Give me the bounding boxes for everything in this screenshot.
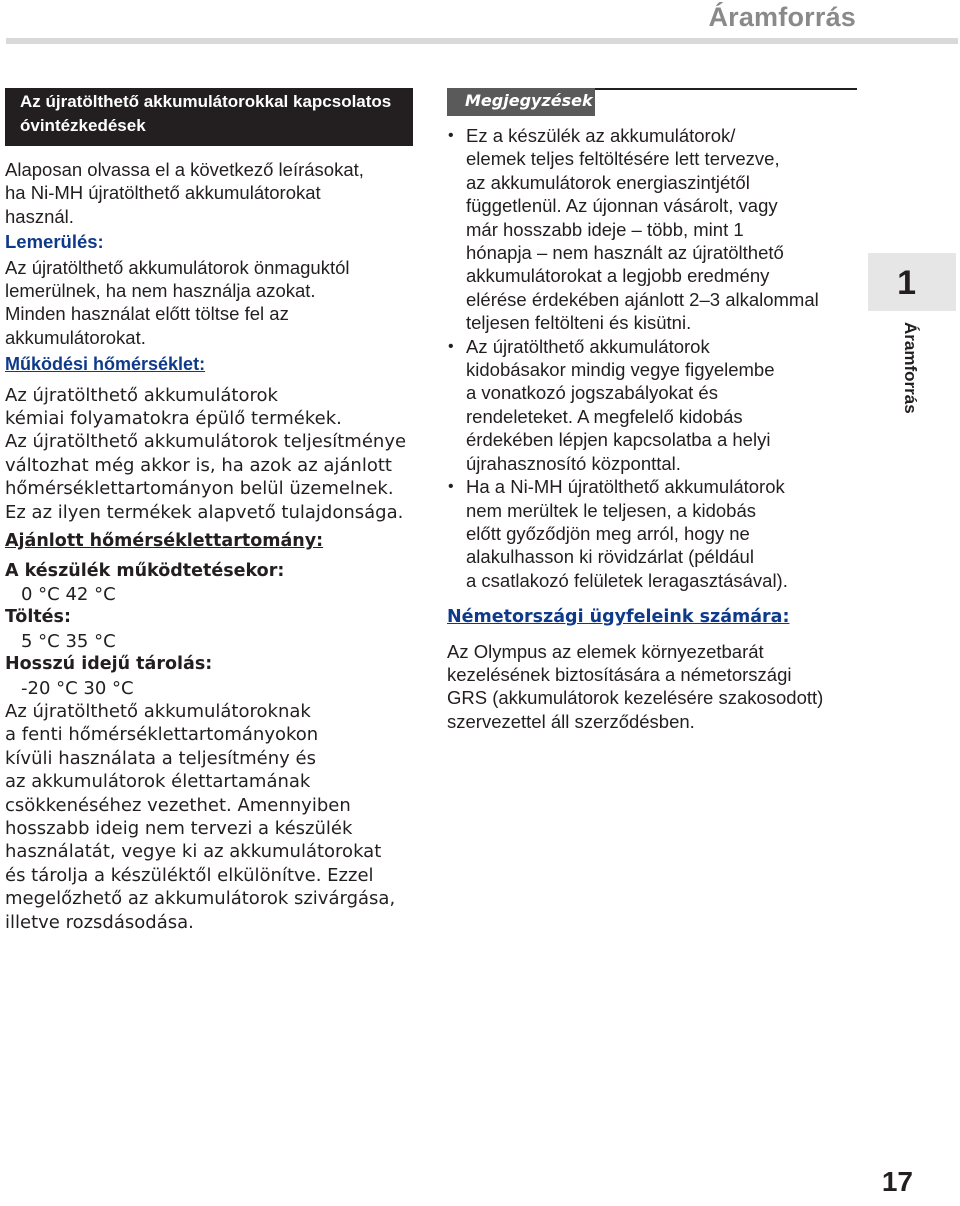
text-line: • Az újratölthető akkumulátorok: [466, 335, 710, 357]
text-line: függetlenül. Az újonnan vásárolt, vagy: [466, 195, 778, 217]
notes-label: Megjegyzések: [447, 88, 595, 116]
text-line: szervezettel áll szerződésben.: [447, 710, 695, 732]
text-line: kémiai folyamatokra épülő termékek.: [5, 408, 342, 430]
text-line: kezelésének biztosítására a németországi: [447, 663, 792, 685]
text-line: Az újratölthető akkumulátorok önmaguktól: [5, 256, 350, 278]
text-line: újrahasznosító központtal.: [466, 452, 681, 474]
text-line: alakulhasson ki rövidzárlat (például: [466, 546, 754, 568]
text-line: használatát, vegye ki az akkumulátorokat: [5, 841, 382, 863]
text-line: Az újratölthető akkumulátoroknak: [5, 700, 311, 722]
operation-value: 0 °C 42 °C: [21, 583, 116, 605]
intro-line: használ.: [5, 205, 74, 227]
intro-paragraph: [5, 158, 413, 228]
text-line: elemek teljes feltöltésére lett tervezve,: [466, 148, 780, 170]
intro-line: Alaposan olvassa el a következő leírásokat,: [5, 159, 364, 180]
text-line: Az újratölthető akkumulátorok: [5, 384, 278, 406]
text-line: Minden használat előtt töltse fel az: [5, 303, 289, 325]
charging-label: Töltés:: [5, 607, 71, 628]
germany-paragraph: [447, 640, 857, 734]
text-line: kívüli használata a teljesítmény és: [5, 747, 316, 769]
text-line: és tárolja a készüléktől elkülönítve. Ezzel: [5, 864, 374, 886]
germany-heading: Németországi ügyfeleink számára:: [447, 607, 790, 628]
text-line: a csatlakozó felületek leragasztásával).: [466, 569, 788, 591]
section-title-line-2: óvintézkedések: [20, 116, 146, 135]
text-line: az akkumulátorok energiaszintjétől: [466, 171, 750, 193]
text-line: már hosszabb ideje – több, mint 1: [466, 218, 744, 240]
temperature-paragraph: [5, 384, 413, 524]
text-line: változhat még akkor is, ha azok az ajánlott: [5, 454, 392, 476]
text-line: a vonatkozó jogszabályokat és: [466, 382, 718, 404]
text-line: rendeleteket. A megfelelő kidobás: [466, 405, 743, 427]
text-line: hőmérséklettartományon belül üzemelnek.: [5, 478, 394, 500]
text-line: GRS (akkumulátorok kezelésére szakosodott): [447, 687, 824, 709]
text-line: lemerülnek, ha nem használja azokat.: [5, 280, 316, 302]
text-line: hosszabb ideig nem tervezi a készülék: [5, 817, 353, 839]
discharge-heading: Lemerülés:: [5, 231, 104, 253]
notes-list: [447, 124, 857, 592]
intro-line: ha Ni-MH újratölthető akkumulátorokat: [5, 182, 321, 204]
text-line: elérése érdekében ajánlott 2–3 alkalommal: [466, 288, 819, 310]
closing-paragraph: [5, 700, 413, 934]
section-title-box: [5, 88, 413, 146]
text-line: Az újratölthető akkumulátorok teljesítménye: [5, 431, 407, 453]
text-line: érdekében lépjen kapcsolatba a helyi: [466, 429, 771, 451]
text-line: • Ha a Ni-MH újratölthető akkumulátorok: [466, 476, 785, 498]
text-line: Ez az ilyen termékek alapvető tulajdonsága.: [5, 501, 404, 523]
text-line: előtt győződjön meg arról, hogy ne: [466, 522, 750, 544]
note-item: [447, 124, 857, 335]
discharge-paragraph: [5, 256, 413, 350]
chapter-number: 1: [897, 264, 916, 302]
text-line: Az Olympus az elemek környezetbarát: [447, 640, 764, 662]
text-line: • Ez a készülék az akkumulátorok/: [466, 125, 736, 146]
text-line: a fenti hőmérséklettartományokon: [5, 724, 319, 746]
range-heading: Ajánlott hőmérséklettartomány:: [5, 531, 324, 552]
section-title-line-1: Az újratölthető akkumulátorokkal kapcsolatos: [20, 92, 392, 111]
text-line: akkumulátorokat.: [5, 326, 146, 348]
page-number: 17: [881, 1166, 913, 1197]
left-column: [5, 88, 413, 934]
note-item: [447, 475, 857, 592]
text-line: hónapja – nem használt az újratölthető: [466, 242, 784, 264]
page-header-title: Áramforrás: [708, 2, 856, 32]
text-line: megelőzhető az akkumulátorok szivárgása,: [5, 888, 396, 910]
text-line: teljesen feltölteni és kisütni.: [466, 312, 692, 334]
text-line: kidobásakor mindig vegye figyelembe: [466, 359, 775, 381]
temperature-heading: Működési hőmérséklet:: [5, 354, 206, 375]
text-line: illetve rozsdásodása.: [5, 911, 194, 933]
header-rule: [6, 38, 958, 44]
storage-label: Hosszú idejű tárolás:: [5, 654, 213, 675]
operation-label: A készülék működtetésekor:: [5, 560, 285, 581]
text-line: az akkumulátorok élettartamának: [5, 771, 311, 793]
text-line: nem merültek le teljesen, a kidobás: [466, 499, 756, 521]
text-line: csökkenéséhez vezethet. Amennyiben: [5, 794, 351, 816]
storage-value: -20 °C 30 °C: [21, 677, 134, 699]
chapter-label: Áramforrás: [901, 322, 920, 414]
text-line: akkumulátorokat a legjobb eredmény: [466, 265, 770, 287]
note-item: [447, 335, 857, 475]
right-column: [447, 88, 857, 733]
charging-value: 5 °C 35 °C: [21, 630, 116, 652]
notes-rule: [595, 88, 857, 90]
